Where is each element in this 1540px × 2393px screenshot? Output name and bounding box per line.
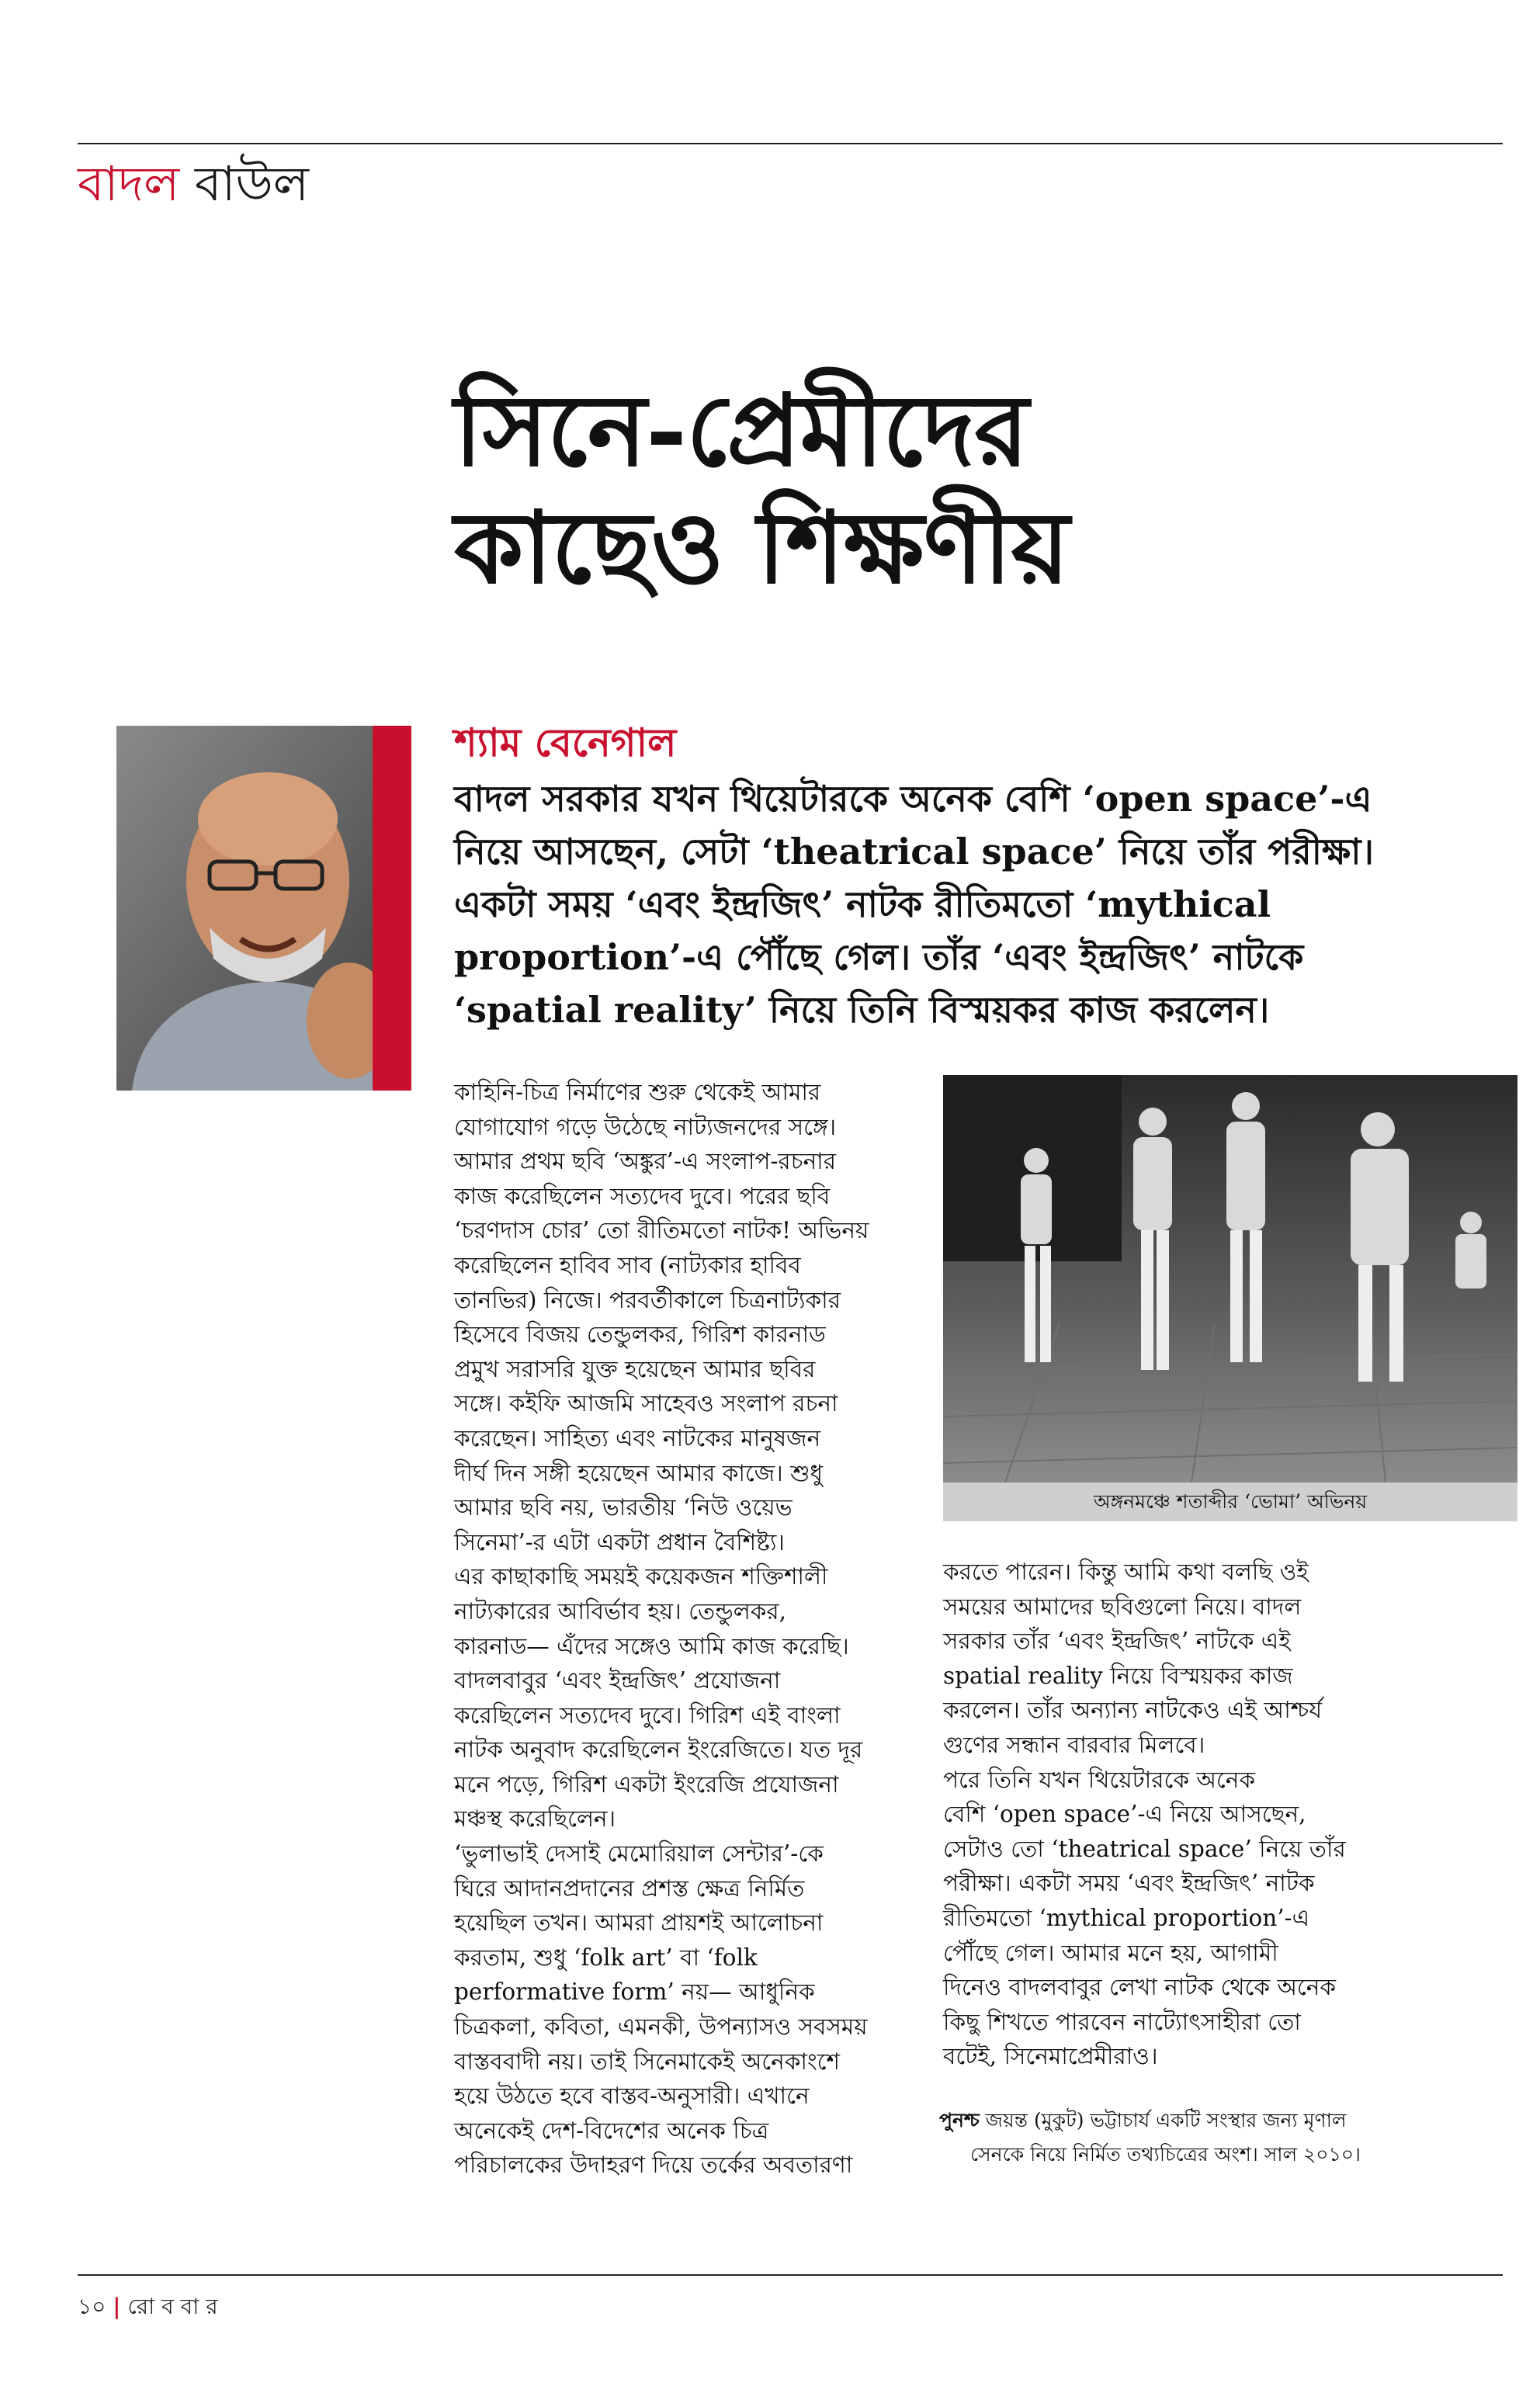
body-line: রীতিমতো ‘mythical proportion’-এ: [943, 1904, 1310, 1931]
body-line: হয়ে উঠতে হবে বাস্তব-অনুসারী। এখানে: [454, 2083, 810, 2110]
body-line: দীর্ঘ দিন সঙ্গী হয়েছেন আমার কাজে। শুধু: [454, 1459, 824, 1486]
body-line: অনেকেই দেশ-বিদেশের অনেক চিত্র: [454, 2117, 769, 2144]
body-line: চিত্রকলা, কবিতা, এমনকী, উপন্যাসও সবসময়: [454, 2013, 868, 2041]
body-line: তানভির) নিজে। পরবর্তীকালে চিত্রনাট্যকার: [454, 1286, 841, 1313]
body-line: নাট্যকারের আবির্ভাব হয়। তেন্ডুলকর,: [454, 1597, 786, 1625]
section-tag-dark: বাউল: [194, 155, 309, 212]
section-tag: [78, 155, 309, 213]
body-column-left: [454, 1075, 912, 2183]
body-line: ‘চরণদাস চোর’ তো রীতিমতো নাটক! অভিনয়: [454, 1217, 869, 1244]
page-footer: [78, 2290, 218, 2326]
body-line: ঘিরে আদানপ্রদানের প্রশস্ত ক্ষেত্র নির্মিত: [454, 1875, 805, 1902]
photo-illustration: [943, 1075, 1517, 1483]
body-line: করেছিলেন সত্যদেব দুবে। গিরিশ এই বাংলা: [454, 1701, 841, 1729]
body-line: হিসেবে বিজয় তেন্ডুলকর, গিরিশ কারনাড: [454, 1321, 826, 1348]
photo-credit-line-2: সেনকে নিয়ে নির্মিত তথ্যচিত্রের অংশ। সাল ২০১০।: [970, 2143, 1361, 2166]
body-line: আমার প্রথম ছবি ‘অঙ্কুর’-এ সংলাপ-রচনার: [454, 1148, 836, 1175]
standfirst-line: নিয়ে আসছেন, সেটা ‘theatrical space’ নিয়ে তাঁর পরীক্ষা।: [454, 831, 1374, 872]
headline-line-1: সিনে-প্রেমীদের: [454, 373, 1028, 489]
body-line: performative form’ নয়— আধুনিক: [454, 1979, 815, 2006]
section-tag-red: বাদল: [78, 155, 180, 212]
body-line: হয়েছিল তখন। আমরা প্রায়শই আলোচনা: [454, 1909, 824, 1937]
body-line: গুণের সন্ধান বারবার মিলবে।: [943, 1731, 1205, 1758]
body-line: করেছেন। সাহিত্য এবং নাটকের মানুষজন: [454, 1424, 821, 1451]
body-line: সরকার তাঁর ‘এবং ইন্দ্রজিৎ’ নাটকে এই: [943, 1628, 1291, 1655]
standfirst: [454, 772, 1486, 1036]
portrait-illustration: [116, 726, 411, 1091]
body-line: সেটাও তো ‘theatrical space’ নিয়ে তাঁর: [943, 1835, 1346, 1862]
headline-line-2: কাছেও শিক্ষণীয়: [454, 490, 1069, 607]
standfirst-line: proportion’-এ পৌঁছে গেল। তাঁর ‘এবং ইন্দ্রজিৎ’ নাটকে: [454, 936, 1304, 978]
body-line: বাদলবাবুর ‘এবং ইন্দ্রজিৎ’ প্রযোজনা: [454, 1667, 781, 1694]
body-line: কাহিনি-চিত্র নির্মাণের শুরু থেকেই আমার: [454, 1079, 821, 1105]
body-line: কাজ করেছিলেন সত্যদেব দুবে। পরের ছবি: [454, 1182, 831, 1209]
photo-credit-lead: পুনশ্চ: [939, 2109, 980, 2131]
body-line: আমার ছবি নয়, ভারতীয় ‘নিউ ওয়েভ: [454, 1494, 793, 1521]
body-line: মঞ্চস্থ করেছিলেন।: [454, 1805, 616, 1833]
body-line: পরীক্ষা। একটা সময় ‘এবং ইন্দ্রজিৎ’ নাটক: [943, 1870, 1315, 1897]
standfirst-line: ‘spatial reality’ নিয়ে তিনি বিস্ময়কর কাজ করলেন।: [454, 989, 1270, 1031]
body-line: কিছু শিখতে পারবেন নাট্যোৎসাহীরা তো: [943, 2008, 1301, 2035]
top-rule: [78, 143, 1503, 144]
photo-credit-line-1: জয়ন্ত (মুকুট) ভট্টাচার্য একটি সংস্থার জন্য মৃণাল: [979, 2109, 1347, 2131]
body-line: কারনাড— এঁদের সঙ্গেও আমি কাজ করেছি।: [454, 1632, 849, 1659]
body-line: পরে তিনি যখন থিয়েটারকে অনেক: [943, 1766, 1255, 1793]
portrait-accent-bar: [373, 726, 411, 1091]
footer-separator: |: [113, 2294, 121, 2319]
body-line: সঙ্গে। কইফি আজমি সাহেবও সংলাপ রচনা: [454, 1390, 838, 1417]
body-line: সিনেমা’-র এটা একটা প্রধান বৈশিষ্ট্য।: [454, 1528, 785, 1555]
article-photo: [943, 1075, 1517, 1483]
photo-credit: [939, 2103, 1452, 2172]
body-line: spatial reality নিয়ে বিস্ময়কর কাজ: [943, 1662, 1293, 1689]
photo-caption: অঙ্গনমঞ্চে শতাব্দীর ‘ভোমা’ অভিনয়: [943, 1483, 1517, 1521]
body-line: পৌঁছে গেল। আমার মনে হয়, আগামী: [943, 1939, 1278, 1966]
body-line: এর কাছাকাছি সময়ই কয়েকজন শক্তিশালী: [454, 1563, 828, 1590]
body-column-right: [943, 1555, 1409, 2074]
body-line: করেছিলেন হাবিব সাব (নাট্যকার হাবিব: [454, 1251, 801, 1278]
body-line: করলেন। তাঁর অন্যান্য নাটকেও এই আশ্চর্য: [943, 1697, 1323, 1724]
body-line: বেশি ‘open space’-এ নিয়ে আসছেন,: [943, 1801, 1306, 1828]
body-line: ‘ভুলাভাই দেসাই মেমোরিয়াল সেন্টার’-কে: [454, 1840, 824, 1868]
body-line: নাটক অনুবাদ করেছিলেন ইংরেজিতে। যত দূর: [454, 1736, 863, 1764]
bottom-rule: [78, 2274, 1503, 2276]
body-line: বাস্তববাদী নয়। তাই সিনেমাকেই অনেকাংশে: [454, 2048, 840, 2075]
body-line: পরিচালকের উদাহরণ দিয়ে তর্কের অবতারণা: [454, 2152, 853, 2179]
body-line: যোগাযোগ গড়ে উঠেছে নাট্যজনদের সঙ্গে।: [454, 1113, 837, 1140]
standfirst-line: বাদল সরকার যখন থিয়েটারকে অনেক বেশি ‘open space’-এ: [454, 778, 1372, 820]
author-portrait: [116, 726, 411, 1091]
standfirst-line: একটা সময় ‘এবং ইন্দ্রজিৎ’ নাটক রীতিমতো ‘mythical: [454, 883, 1271, 925]
body-line: মনে পড়ে, গিরিশ একটা ইংরেজি প্রযোজনা: [454, 1770, 839, 1798]
body-line: প্রমুখ সরাসরি যুক্ত হয়েছেন আমার ছবির: [454, 1355, 816, 1382]
body-line: করতে পারেন। কিন্তু আমি কথা বলছি ওই: [943, 1559, 1309, 1585]
magazine-name: রো ব বা র: [127, 2294, 218, 2319]
body-line: সময়ের আমাদের ছবিগুলো নিয়ে। বাদল: [943, 1593, 1302, 1620]
author-byline: শ্যাম বেনেগাল: [454, 720, 677, 765]
body-line: দিনেও বাদলবাবুর লেখা নাটক থেকে অনেক: [943, 1974, 1337, 2001]
body-line: বটেই, সিনেমাপ্রেমীরাও।: [943, 2043, 1158, 2070]
body-line: করতাম, শুধু ‘folk art’ বা ‘folk: [454, 1944, 758, 1971]
headline: [454, 373, 1463, 607]
page-number: ১০: [78, 2294, 106, 2319]
